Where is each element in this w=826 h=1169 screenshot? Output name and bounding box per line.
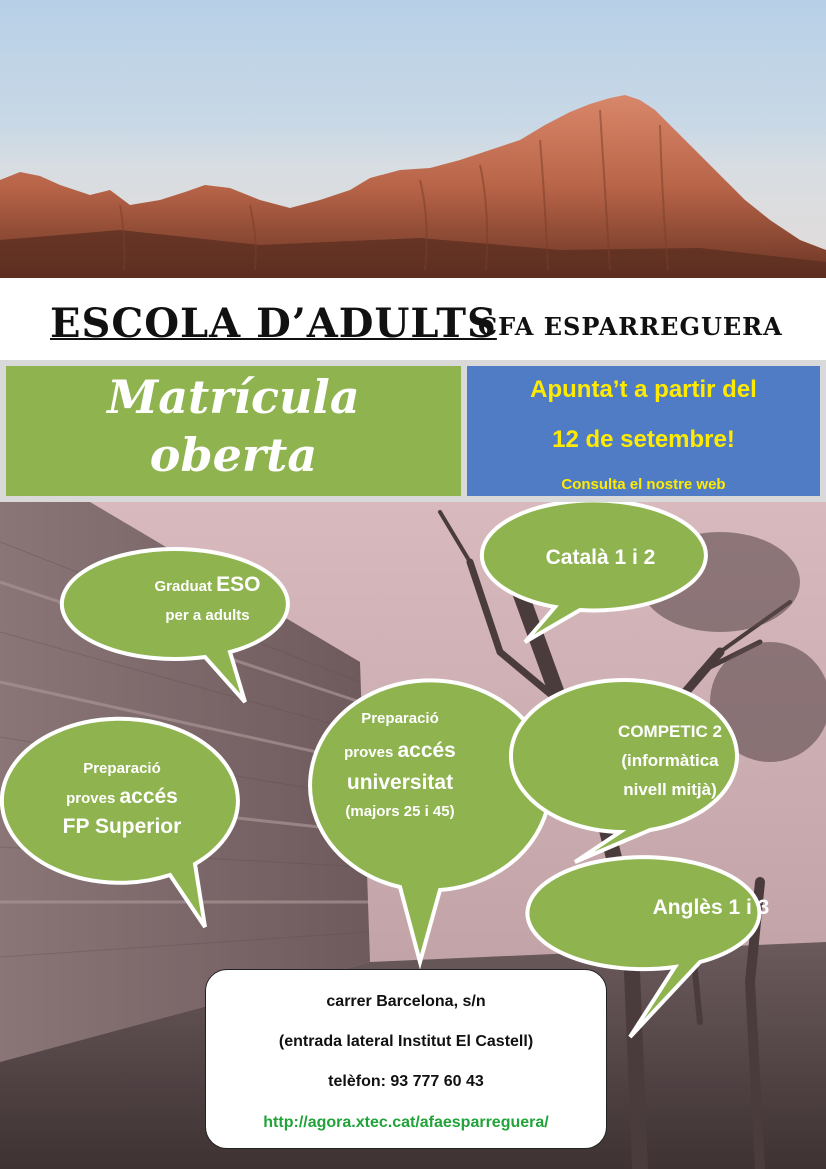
- eso-line-2: per a adults: [165, 607, 250, 624]
- fp-line-2a: proves: [66, 790, 120, 807]
- fp-line-2b: accés: [119, 785, 178, 808]
- universitat-bubble-text: [280, 710, 520, 820]
- eso-bubble-text: [95, 573, 320, 624]
- competic-line-1: COMPETIC 2: [618, 722, 722, 741]
- eso-line-1b: ESO: [216, 573, 261, 596]
- universitat-line-3: universitat: [346, 771, 454, 794]
- fp-line-3: FP Superior: [62, 815, 182, 838]
- angles-bubble-text: Anglès 1 i 3: [652, 896, 770, 919]
- catala-bubble-text: Català 1 i 2: [545, 546, 656, 569]
- address-street: carrer Barcelona, s/n: [326, 993, 486, 1010]
- school-title: ESCOLA D’ADULTS: [50, 300, 497, 347]
- address-phone: telèfon: 93 777 60 43: [328, 1073, 484, 1090]
- date-line-1: Apunta’t a partir del: [530, 376, 757, 403]
- address-entrance: (entrada lateral Institut El Castell): [278, 1033, 534, 1050]
- universitat-line-2a: proves: [344, 744, 398, 761]
- competic-line-3: nivell mitjà): [623, 780, 717, 799]
- competic-line-2: (informàtica: [621, 751, 719, 770]
- enrolment-line-1: Matrícula: [107, 370, 360, 424]
- enrolment-heading: [6, 368, 461, 484]
- web-hint: Consulta el nostre web: [561, 476, 726, 493]
- eso-line-1a: Graduat: [154, 578, 217, 595]
- website-link[interactable]: http://agora.xtec.cat/afaesparreguera/: [263, 1114, 549, 1131]
- enrolment-line-2: oberta: [149, 428, 318, 482]
- date-line-2: 12 de setembre!: [552, 426, 735, 453]
- fp-bubble-text: [6, 760, 238, 839]
- mountain-illustration: [0, 0, 826, 278]
- fp-line-1: Preparació: [83, 760, 161, 777]
- universitat-line-1: Preparació: [361, 710, 439, 727]
- competic-bubble-text: [557, 717, 783, 804]
- universitat-line-2b: accés: [397, 739, 456, 762]
- universitat-line-4: (majors 25 i 45): [345, 803, 455, 820]
- school-subtitle: CFA ESPARREGUERA: [478, 312, 783, 341]
- mountain-photo: [0, 0, 826, 278]
